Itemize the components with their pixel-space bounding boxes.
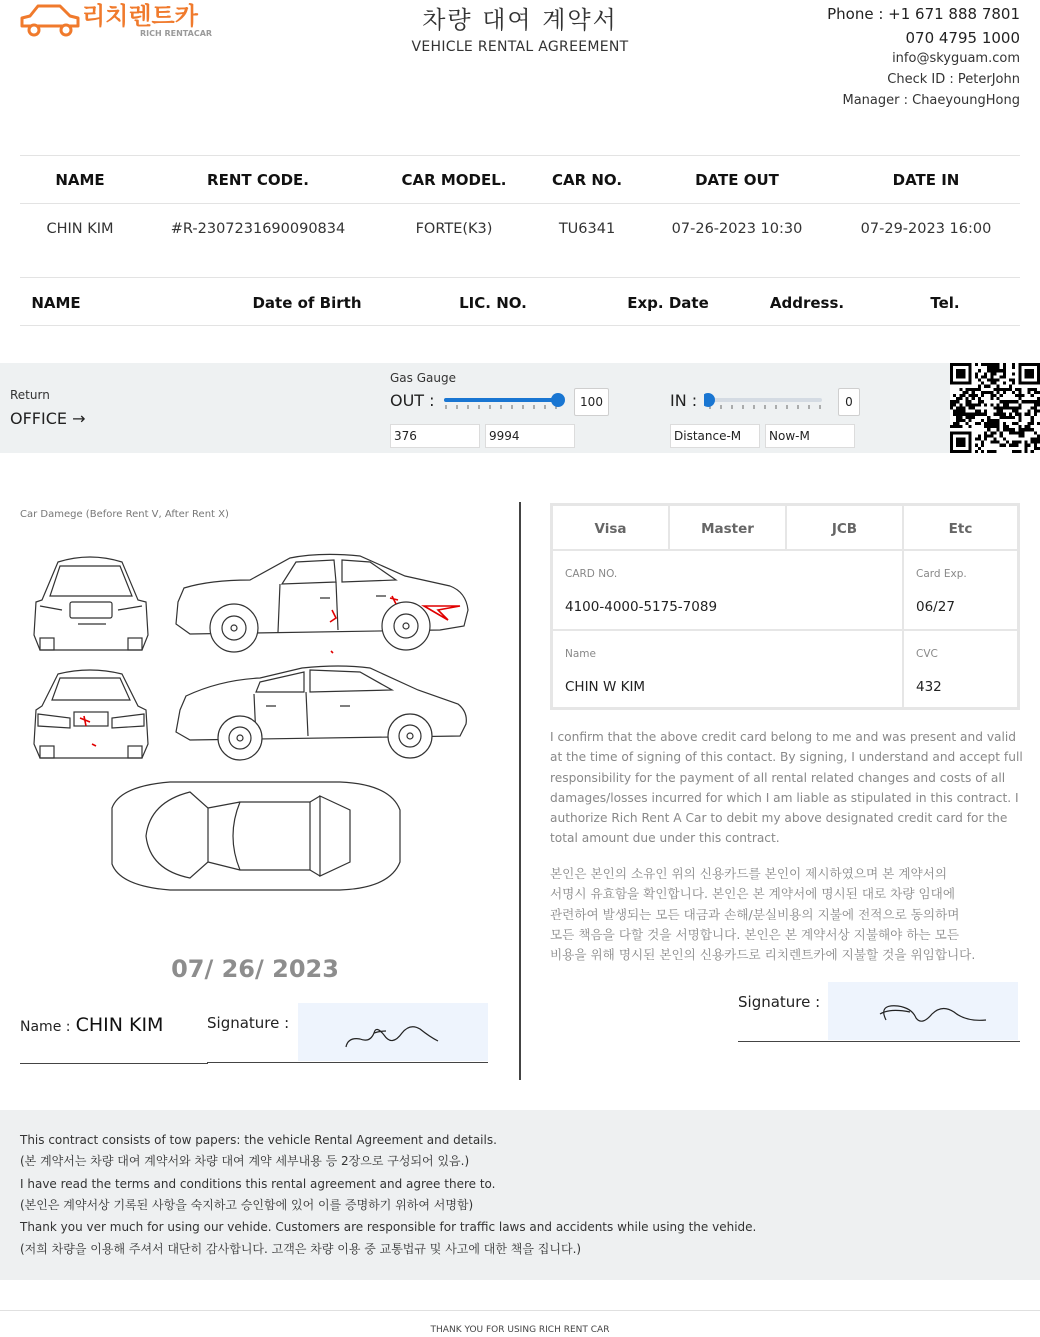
divider [20, 155, 1020, 156]
car-damage-diagram [20, 540, 490, 920]
consent-line-kr: 모든 책음을 다할 것을 서명합니다. 본인은 본 계약서상 지불해야 하는 모든 [550, 926, 960, 942]
renter-name-field [20, 1014, 163, 1036]
card-exp-value: 06/27 [916, 599, 955, 615]
car-top-view [112, 782, 400, 890]
card-type-label: Master [701, 521, 754, 537]
consent-line-kr: 서명시 유효함을 확인합니다. 본인은 본 계약서에 명시된 대로 차량 임대에 [550, 886, 955, 902]
name-label: Name : [20, 1019, 71, 1035]
consent-line: responsibility for the payment of all rental related changes and costs of all [550, 770, 1006, 785]
driver-header-address: Address. [769, 294, 845, 312]
col-header-car-model: CAR MODEL. [401, 171, 507, 189]
vertical-divider [519, 502, 521, 1080]
logo-kr-text: 리치렌트카 [82, 2, 198, 30]
gas-in-slider[interactable] [704, 390, 830, 412]
contract-date: 07/ 26/ 2023 [171, 955, 339, 983]
phone-primary: Phone : +1 671 888 7801 [827, 5, 1020, 23]
driver-header-lic-no: LIC. NO. [459, 294, 527, 312]
driver-header-dob: Date of Birth [252, 294, 362, 312]
car-model: FORTE(K3) [415, 221, 493, 237]
gas-in-label: IN : [670, 391, 698, 410]
date-in: 07-29-2023 16:00 [860, 221, 992, 237]
thank-you-note: THANK YOU FOR USING RICH RENT CAR [430, 1325, 610, 1335]
card-number-cell [552, 550, 903, 630]
car-side-view-left [176, 666, 466, 760]
card-payment-table [550, 503, 1020, 710]
card-type-label: Etc [948, 521, 973, 537]
terms-line-kr: (저희 차량을 이용해 주셔서 대단히 감사합니다. 고객은 차량 이용 중 교통법규 및 사고에 대한 책을 집니다.) [20, 1242, 582, 1256]
card-cvc-value: 432 [916, 679, 942, 695]
card-exp-cell [903, 550, 1018, 630]
phone-secondary: 070 4795 1000 [905, 29, 1020, 47]
consent-line-kr: 비용을 위해 명시된 본인의 신용카드로 리치렌트카에 지불할 것을 위임합니다. [550, 947, 976, 963]
mileage-out-input-2[interactable]: 9994 [485, 424, 575, 448]
card-type-master[interactable] [669, 505, 786, 550]
driver-header-tel: Tel. [930, 294, 960, 312]
terms-line-kr: (본 계약서는 차량 대여 계약서와 차량 대여 계약 세부내용 등 2장으로 구성되어 있음.) [20, 1154, 470, 1168]
slider-knob [551, 393, 565, 407]
card-consent-korean [550, 864, 1030, 965]
divider [20, 277, 1020, 278]
gas-out-value[interactable]: 100 [574, 388, 609, 416]
consent-line-kr: 관련하여 발생되는 모든 대금과 손해/분실비용의 지불에 전적으로 동의하며 [550, 906, 960, 922]
driver-header-exp-date: Exp. Date [627, 294, 709, 312]
card-type-visa[interactable] [552, 505, 669, 550]
col-header-car-no: CAR NO. [551, 171, 623, 189]
col-header-date-in: DATE IN [892, 171, 960, 189]
consent-line-kr: 본인은 본인의 소유인 위의 신용카드를 본인이 제시하였으며 본 계약서의 [550, 866, 947, 881]
consent-line: total amount due under this contract. [550, 831, 780, 846]
date-out: 07-26-2023 10:30 [671, 221, 803, 237]
terms-line: I have read the terms and conditions this rental agreement and agree there to. [20, 1177, 496, 1191]
distance-input[interactable]: Distance-M [670, 424, 760, 448]
consent-line: I confirm that the above credit card belong to me and was present and valid [550, 730, 1017, 744]
consent-line: at the time of signing of this contact. By signing, I understand and accept full [550, 750, 1023, 765]
mileage-out-input[interactable]: 376 [390, 424, 480, 448]
email: info@skyguam.com [892, 51, 1020, 66]
name-value: CHIN KIM [75, 1014, 164, 1036]
gas-in-value[interactable]: 0 [838, 388, 860, 416]
signature-label: Signature : [207, 1014, 290, 1032]
card-number-label: CARD NO. [565, 568, 618, 580]
card-number-value: 4100-4000-5175-7089 [565, 599, 718, 615]
card-name-value: CHIN W KIM [565, 679, 646, 695]
col-header-name: NAME [55, 171, 105, 189]
car-front-view [34, 557, 148, 650]
terms-line: This contract consists of tow papers: the vehicle Rental Agreement and details. [20, 1133, 497, 1147]
card-exp-label: Card Exp. [916, 568, 967, 580]
card-signature-underline [738, 1041, 1020, 1042]
driver-header-name: NAME [31, 294, 81, 312]
footer-divider [0, 1310, 1040, 1311]
damage-caption: Car Damege (Before Rent V, After Rent X) [20, 509, 229, 520]
col-header-rent-code: RENT CODE. [207, 171, 309, 189]
divider [20, 203, 1020, 204]
card-signature-pad[interactable] [828, 982, 1018, 1040]
return-location-value: OFFICE [10, 409, 67, 428]
card-type-label: JCB [831, 521, 858, 537]
card-name-cell [552, 630, 903, 708]
signature-pad[interactable] [298, 1003, 488, 1061]
car-number: TU6341 [558, 221, 616, 237]
terms-line: Thank you ver much for using our vehide. Customers are responsible for traffic laws and accidents while using the vehide. [20, 1220, 757, 1234]
terms-line-kr: (본인은 계약서상 기록된 사항을 숙지하고 승인함에 있어 이를 증명하기 위하여 서명함) [20, 1198, 474, 1212]
manager: Manager : ChaeyoungHong [842, 93, 1020, 108]
card-type-label: Visa [594, 521, 627, 537]
check-id: Check ID : PeterJohn [887, 72, 1020, 87]
consent-line: authorize Rich Rent A Car to debit my above designated credit card for the [550, 811, 1008, 826]
slider-knob [704, 393, 715, 407]
car-side-view-right [176, 554, 468, 652]
divider [20, 325, 1020, 326]
card-signature-label: Signature : [738, 993, 821, 1011]
rent-code: #R-2307231690090834 [170, 221, 346, 237]
consent-line: damages/losses incurred for which I am liable as stipulated in this contract. I [550, 790, 1019, 805]
gas-out-slider[interactable] [440, 390, 566, 412]
card-type-etc[interactable] [903, 505, 1018, 550]
card-consent-english [550, 727, 1030, 849]
renter-name: CHIN KIM [46, 221, 114, 237]
name-underline [20, 1063, 208, 1064]
logo-en-text: RICH RENTACAR [140, 29, 213, 38]
card-cvc-label: CVC [916, 648, 938, 660]
signature-underline [207, 1062, 488, 1063]
col-header-date-out: DATE OUT [695, 171, 779, 189]
gas-gauge-label: Gas Gauge [390, 371, 456, 385]
qr-code [950, 363, 1040, 453]
card-cvc-cell [903, 630, 1018, 708]
arrow-right-icon: → [72, 409, 86, 428]
return-label: Return [10, 388, 50, 402]
return-location [10, 409, 86, 428]
now-mileage-input[interactable]: Now-M [765, 424, 855, 448]
card-name-label: Name [565, 648, 596, 660]
car-rear-view [34, 670, 148, 758]
title-english: VEHICLE RENTAL AGREEMENT [411, 39, 629, 55]
gas-out-label: OUT : [390, 391, 435, 410]
title-korean: 차량 대여 계약서 [422, 6, 618, 34]
card-type-jcb[interactable] [786, 505, 903, 550]
